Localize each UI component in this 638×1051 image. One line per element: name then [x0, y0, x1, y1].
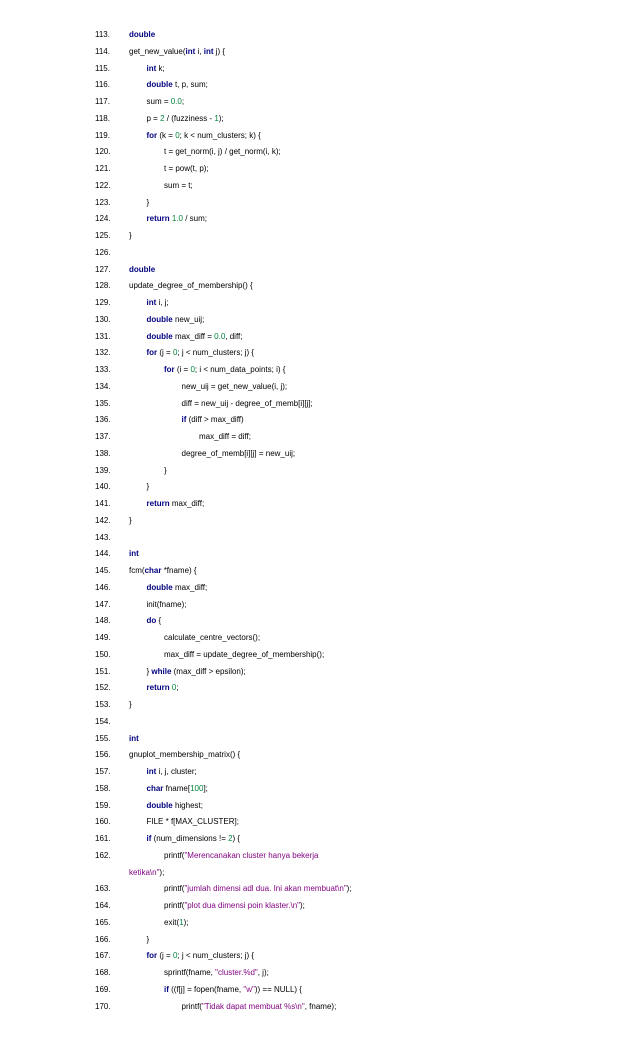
code-text	[147, 312, 205, 329]
code-token: i, j;	[156, 298, 169, 307]
code-line	[0, 848, 638, 865]
code-token: degree_of_memb[i][j] = new_uij;	[181, 448, 296, 458]
code-token: }	[164, 465, 167, 475]
code-number: 2	[228, 834, 233, 843]
code-token: init(fname);	[146, 599, 187, 609]
code-token: (i =	[174, 365, 191, 374]
code-text	[129, 228, 132, 245]
code-text	[147, 831, 241, 848]
code-token: printf(	[164, 850, 185, 860]
line-number: 135.	[95, 398, 111, 408]
code-token: k;	[156, 63, 165, 73]
code-token: max_diff =	[172, 331, 215, 341]
code-token: printf(	[181, 1001, 202, 1011]
code-token: max_diff = diff;	[199, 432, 251, 441]
line-number: 167.	[95, 951, 111, 961]
line-number: 140.	[95, 482, 111, 492]
code-keyword: char	[146, 783, 164, 793]
code-text	[164, 647, 324, 664]
code-line	[0, 479, 638, 496]
code-token: diff = new_uij - degree_of_memb[i][j];	[181, 398, 313, 408]
code-token: t = pow(t, p);	[164, 164, 209, 173]
code-keyword: if	[181, 415, 187, 425]
line-number: 161.	[95, 834, 111, 843]
code-line	[0, 128, 638, 145]
code-keyword: double	[146, 582, 173, 592]
code-token: max_diff;	[172, 582, 208, 592]
code-string: "Merencanakan cluster hanya bekerja	[184, 850, 319, 860]
line-number: 133.	[95, 365, 111, 374]
code-text	[164, 463, 167, 480]
code-token: sprintf(fname,	[164, 968, 216, 977]
code-token: }	[146, 482, 150, 492]
code-text	[147, 61, 165, 78]
line-number: 141.	[95, 499, 111, 508]
code-token: ) {	[232, 834, 241, 843]
line-number: 116.	[95, 80, 110, 90]
code-token: ; k < num_clusters; k) {	[179, 130, 261, 140]
code-text	[129, 262, 155, 279]
code-line	[0, 714, 638, 731]
code-line	[0, 329, 638, 346]
code-line	[0, 94, 638, 111]
code-keyword: int	[129, 549, 139, 559]
code-text	[147, 948, 255, 965]
line-number: 143.	[95, 532, 111, 542]
code-token: highest;	[172, 800, 203, 810]
code-token: ; i < num_data_points; i) {	[194, 365, 286, 374]
code-line	[0, 463, 638, 480]
code-keyword: int	[185, 46, 196, 56]
code-token: get_new_value(	[129, 46, 186, 56]
code-token: ;	[181, 97, 185, 106]
code-text	[147, 814, 239, 831]
code-text	[147, 111, 224, 128]
code-token: max_diff = update_degree_of_membership();	[164, 649, 325, 659]
code-text	[147, 597, 187, 614]
code-token: , diff;	[225, 331, 243, 341]
line-number: 118.	[95, 113, 110, 123]
code-token: );	[299, 901, 305, 910]
code-line	[0, 798, 638, 815]
code-number: 1	[179, 917, 184, 927]
line-number: 147.	[95, 599, 111, 609]
line-number: 144.	[95, 549, 111, 559]
line-number: 155.	[95, 733, 111, 743]
code-line	[0, 396, 638, 413]
code-token: i, j, cluster;	[156, 767, 197, 776]
code-text	[147, 195, 150, 212]
code-token: )) == NULL) {	[254, 984, 302, 994]
code-number: 0	[190, 365, 195, 374]
code-text	[164, 965, 269, 982]
line-number: 151.	[95, 666, 111, 676]
line-number: 130.	[95, 314, 111, 324]
code-token: max_diff;	[169, 499, 205, 508]
code-line	[0, 613, 638, 630]
code-token: fname[	[163, 783, 191, 793]
code-text	[182, 999, 337, 1016]
line-number: 149.	[95, 633, 111, 642]
code-line	[0, 27, 638, 44]
code-line	[0, 781, 638, 798]
code-number: 0	[171, 683, 177, 693]
code-line	[0, 362, 638, 379]
code-token: ; j < num_clusters; j) {	[177, 348, 255, 358]
code-token: t = get_norm(i, j) / get_norm(i, k);	[164, 147, 281, 157]
code-line	[0, 496, 638, 513]
code-token: ; j < num_clusters; j) {	[177, 951, 255, 961]
code-text	[164, 915, 188, 932]
code-token: );	[159, 867, 165, 877]
line-number: 153.	[95, 700, 111, 709]
code-text	[147, 128, 261, 145]
line-number: 131.	[95, 331, 111, 341]
code-token: );	[346, 884, 352, 894]
code-token: }	[129, 231, 132, 240]
code-line	[0, 195, 638, 212]
line-number: 139.	[95, 465, 111, 475]
line-number: 138.	[95, 448, 111, 458]
line-number: 132.	[95, 348, 111, 358]
line-number: 152.	[95, 683, 111, 693]
line-number: 166.	[95, 934, 111, 944]
code-text	[129, 731, 139, 748]
code-keyword: double	[146, 331, 173, 341]
line-number: 127.	[95, 264, 111, 274]
code-line	[0, 580, 638, 597]
line-number: 164.	[95, 901, 111, 910]
code-token: }	[146, 666, 152, 676]
code-line	[0, 915, 638, 932]
code-token: }	[146, 934, 150, 944]
line-number: 168.	[95, 968, 111, 977]
code-keyword: return	[146, 499, 170, 508]
code-keyword: double	[146, 800, 173, 810]
line-number: 121.	[95, 164, 111, 173]
code-token: sum =	[146, 97, 171, 106]
code-string: "plot dua dimensi poin klaster.\n"	[184, 901, 300, 910]
code-token: j) {	[213, 46, 226, 56]
code-text	[182, 396, 313, 413]
line-number: 122.	[95, 180, 111, 190]
code-token: }	[129, 515, 132, 525]
code-keyword: int	[129, 733, 139, 743]
code-number: 0	[175, 130, 180, 140]
code-keyword: return	[146, 683, 170, 693]
code-line	[0, 630, 638, 647]
line-number: 115.	[95, 63, 110, 73]
code-token: }	[129, 700, 132, 709]
code-string: "Tidak dapat membuat %s\n"	[201, 1001, 305, 1011]
code-keyword: for	[146, 130, 158, 140]
code-line	[0, 647, 638, 664]
line-number: 165.	[95, 917, 111, 927]
code-line	[0, 262, 638, 279]
code-line	[0, 731, 638, 748]
line-number: 146.	[95, 582, 111, 592]
line-number: 114.	[95, 46, 110, 56]
line-number: 142.	[95, 515, 111, 525]
code-text	[147, 580, 208, 597]
code-text	[164, 848, 318, 865]
code-token: (j =	[157, 348, 173, 358]
line-number: 148.	[95, 616, 111, 626]
code-keyword: for	[164, 365, 175, 374]
code-keyword: char	[144, 566, 162, 575]
code-line	[0, 747, 638, 764]
code-token: t, p, sum;	[172, 80, 208, 90]
line-number: 120.	[95, 147, 111, 157]
code-text	[182, 379, 288, 396]
code-token: }	[146, 197, 150, 207]
code-line	[0, 278, 638, 295]
code-text	[147, 680, 179, 697]
code-text	[129, 44, 225, 61]
code-text	[147, 664, 246, 681]
code-keyword: int	[146, 767, 157, 776]
code-text	[147, 295, 169, 312]
code-line	[0, 178, 638, 195]
code-keyword: double	[129, 264, 156, 274]
code-token: / (fuzziness -	[164, 113, 215, 123]
code-line	[0, 61, 638, 78]
code-text	[147, 932, 150, 949]
code-token: exit(	[164, 917, 180, 927]
line-number: 154.	[95, 716, 111, 726]
code-text	[147, 211, 208, 228]
code-token: sum = t;	[164, 180, 193, 190]
code-number: 0	[172, 348, 178, 358]
code-token: new_uij = get_new_value(i, j);	[181, 381, 288, 391]
code-token: );	[183, 917, 189, 927]
code-number: 1	[214, 113, 219, 123]
code-token: ];	[203, 783, 208, 793]
code-token: calculate_centre_vectors();	[164, 633, 261, 642]
code-token: new_uij;	[172, 314, 205, 324]
code-text	[164, 630, 260, 647]
code-line	[0, 77, 638, 94]
code-number: 2	[160, 113, 165, 123]
code-line	[0, 881, 638, 898]
line-number: 129.	[95, 298, 111, 307]
code-line	[0, 814, 638, 831]
code-text	[199, 429, 251, 446]
line-number: 124.	[95, 214, 111, 224]
line-number: 145.	[95, 566, 111, 575]
code-number: 100	[190, 783, 204, 793]
code-number: 0	[172, 951, 178, 961]
code-keyword: double	[146, 80, 173, 90]
code-token: gnuplot_membership_matrix() {	[129, 750, 241, 760]
code-token: printf(	[164, 884, 185, 894]
code-line	[0, 597, 638, 614]
code-token: update_degree_of_membership() {	[129, 281, 253, 291]
line-number: 169.	[95, 984, 111, 994]
line-number: 156.	[95, 750, 111, 760]
code-keyword: for	[146, 348, 158, 358]
code-text	[164, 881, 352, 898]
code-keyword: int	[146, 298, 157, 307]
code-text	[147, 94, 185, 111]
code-text	[147, 613, 162, 630]
code-line	[0, 697, 638, 714]
line-number: 170.	[95, 1001, 111, 1011]
code-line	[0, 345, 638, 362]
code-text	[164, 982, 302, 999]
line-number: 128.	[95, 281, 111, 291]
code-text	[164, 362, 285, 379]
code-string: ketika\n"	[129, 867, 160, 877]
code-text	[129, 747, 240, 764]
code-token: , j);	[257, 968, 269, 977]
code-line	[0, 513, 638, 530]
code-token: FILE * f[MAX_CLUSTER];	[146, 817, 239, 827]
code-keyword: while	[151, 666, 172, 676]
code-line	[0, 228, 638, 245]
code-text	[147, 77, 208, 94]
code-line	[0, 999, 638, 1016]
code-line	[0, 764, 638, 781]
code-string: "w"	[243, 984, 255, 994]
code-token: / sum;	[182, 214, 207, 224]
code-string: "jumlah dimensi adl dua. Ini akan membuat\n"	[184, 884, 347, 894]
code-text	[147, 329, 243, 346]
code-line	[0, 111, 638, 128]
code-keyword: int	[146, 63, 157, 73]
code-line	[0, 312, 638, 329]
code-number: 0.0	[214, 331, 226, 341]
code-text	[164, 144, 281, 161]
code-token: *fname) {	[161, 566, 197, 575]
code-line	[0, 948, 638, 965]
code-token: {	[156, 616, 162, 626]
code-text	[147, 781, 208, 798]
line-number: 137.	[95, 432, 111, 441]
code-line	[0, 664, 638, 681]
code-text	[147, 798, 203, 815]
line-number: 126.	[95, 247, 111, 257]
code-line	[0, 865, 638, 882]
code-token: i,	[195, 46, 204, 56]
code-keyword: if	[146, 834, 152, 843]
code-keyword: if	[164, 984, 169, 994]
code-line	[0, 161, 638, 178]
code-token: printf(	[164, 901, 185, 910]
code-token: , fname);	[304, 1001, 337, 1011]
code-text	[182, 446, 296, 463]
code-line	[0, 412, 638, 429]
code-keyword: double	[146, 314, 173, 324]
line-number: 150.	[95, 649, 111, 659]
code-token: (k =	[157, 130, 176, 140]
code-listing	[0, 27, 638, 1015]
code-line	[0, 546, 638, 563]
code-text	[147, 764, 197, 781]
code-text	[147, 345, 255, 362]
code-line	[0, 446, 638, 463]
code-line	[0, 563, 638, 580]
code-keyword: return	[146, 214, 170, 224]
code-token: ((f[j] = fopen(fname,	[168, 984, 244, 994]
code-line	[0, 245, 638, 262]
code-token: p =	[146, 113, 161, 123]
code-line	[0, 429, 638, 446]
code-line	[0, 898, 638, 915]
line-number: 163.	[95, 884, 111, 894]
code-token: (max_diff > epsilon);	[171, 666, 246, 676]
line-number: 160.	[95, 817, 111, 827]
code-token: (diff > max_diff)	[186, 415, 244, 425]
code-keyword: double	[129, 30, 156, 39]
line-number: 117.	[95, 97, 110, 106]
code-text	[164, 178, 193, 195]
code-keyword: int	[203, 46, 214, 56]
code-text	[129, 563, 197, 580]
code-text	[129, 697, 132, 714]
code-string: "cluster.%d"	[215, 968, 258, 977]
code-line	[0, 680, 638, 697]
code-text	[129, 27, 155, 44]
line-number: 125.	[95, 231, 111, 240]
code-token: (j =	[157, 951, 173, 961]
code-token: );	[218, 113, 224, 123]
code-text	[147, 496, 205, 513]
code-text	[129, 546, 139, 563]
code-text	[164, 898, 305, 915]
code-line	[0, 379, 638, 396]
code-token: fcm(	[129, 566, 145, 575]
code-line	[0, 295, 638, 312]
code-line	[0, 144, 638, 161]
code-number: 0.0	[170, 97, 182, 106]
code-line	[0, 44, 638, 61]
code-keyword: for	[146, 951, 158, 961]
code-text	[129, 865, 164, 882]
code-text	[164, 161, 209, 178]
code-line	[0, 530, 638, 547]
line-number: 157.	[95, 767, 111, 776]
code-line	[0, 982, 638, 999]
code-line	[0, 831, 638, 848]
line-number: 136.	[95, 415, 111, 425]
code-text	[129, 278, 253, 295]
line-number: 158.	[95, 783, 111, 793]
line-number: 119.	[95, 130, 110, 140]
code-token: ;	[176, 683, 179, 693]
line-number: 134.	[95, 381, 111, 391]
code-line	[0, 932, 638, 949]
line-number: 159.	[95, 800, 111, 810]
code-keyword: do	[146, 616, 157, 626]
code-text	[182, 412, 244, 429]
code-text	[129, 513, 132, 530]
line-number: 113.	[95, 30, 110, 39]
code-number: 1.0	[171, 214, 183, 224]
code-token: (num_dimensions !=	[151, 834, 229, 843]
code-text	[147, 479, 150, 496]
code-line	[0, 211, 638, 228]
line-number: 162.	[95, 850, 111, 860]
code-line	[0, 965, 638, 982]
line-number: 123.	[95, 197, 111, 207]
